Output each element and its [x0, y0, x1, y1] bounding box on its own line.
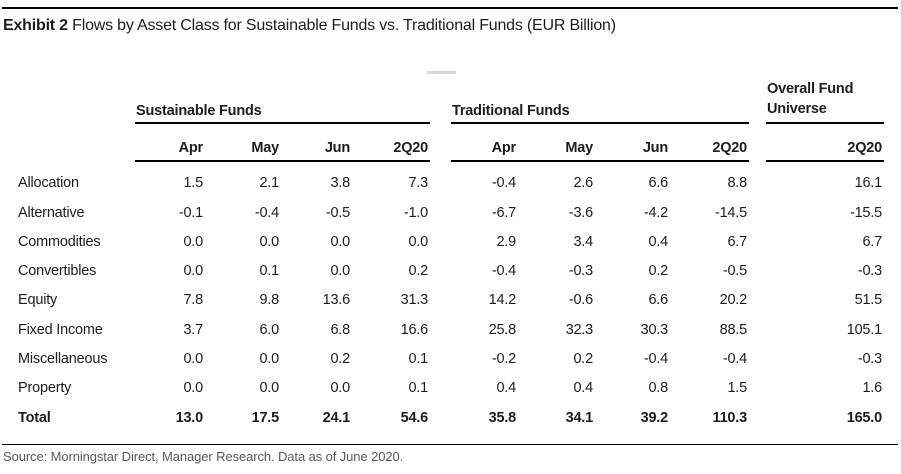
- table-row: [18, 191, 884, 220]
- value-cell: 0.0: [183, 380, 203, 397]
- value-cell: 0.2: [648, 263, 668, 280]
- value-cell: -0.2: [491, 351, 516, 368]
- value-cell: 0.4: [496, 380, 516, 397]
- table-row: [18, 338, 884, 367]
- col-header-sustainable-may: May: [205, 123, 281, 161]
- value-cell: -14.5: [714, 204, 747, 221]
- row-label: Property: [18, 380, 72, 397]
- value-cell: 16.1: [854, 175, 882, 192]
- column-header-row: [18, 123, 884, 161]
- column-gap: [430, 70, 451, 123]
- value-cell: 0.8: [648, 380, 668, 397]
- group-header-overall-line2: Universe: [767, 101, 827, 117]
- value-cell: 17.5: [251, 409, 279, 426]
- value-cell: -6.7: [491, 204, 516, 221]
- column-gap: [430, 161, 451, 191]
- value-cell: 3.7: [183, 321, 203, 338]
- value-cell: 6.6: [648, 292, 668, 309]
- column-gap: [749, 396, 766, 425]
- column-gap: [749, 161, 766, 191]
- value-cell: 1.5: [183, 175, 203, 192]
- value-cell: 39.2: [640, 409, 668, 426]
- column-gap: [430, 123, 451, 161]
- col-header-traditional-jun: Jun: [595, 123, 670, 161]
- value-cell: 0.2: [330, 351, 350, 368]
- value-cell: 6.7: [862, 233, 882, 250]
- value-cell: 24.1: [322, 409, 350, 426]
- row-label: Miscellaneous: [18, 351, 108, 368]
- row-label: Total: [18, 409, 51, 426]
- value-cell: 32.3: [565, 321, 593, 338]
- group-header-sustainable: Sustainable Funds: [135, 70, 430, 123]
- value-cell: 54.6: [400, 409, 428, 426]
- column-gap: [749, 221, 766, 250]
- column-gap: [749, 338, 766, 367]
- column-gap: [749, 367, 766, 396]
- value-cell: -0.4: [643, 351, 668, 368]
- value-cell: 8.8: [727, 175, 747, 192]
- col-header-traditional-apr: Apr: [451, 123, 518, 161]
- value-cell: 1.6: [862, 380, 882, 397]
- value-cell: -0.6: [568, 292, 593, 309]
- row-label: Equity: [18, 292, 58, 309]
- col-header-sustainable-2q20: 2Q20: [352, 123, 430, 161]
- value-cell: 105.1: [846, 321, 882, 338]
- value-cell: 13.0: [175, 409, 203, 426]
- column-gap: [430, 191, 451, 220]
- value-cell: 0.4: [573, 380, 593, 397]
- value-cell: 0.2: [573, 351, 593, 368]
- value-cell: -0.4: [491, 263, 516, 280]
- value-cell: 14.2: [488, 292, 516, 309]
- column-gap: [749, 70, 766, 123]
- row-label: Alternative: [18, 204, 85, 221]
- value-cell: 7.8: [183, 292, 203, 309]
- column-gap: [749, 308, 766, 337]
- value-cell: 30.3: [640, 321, 668, 338]
- value-cell: 20.2: [719, 292, 747, 309]
- table-row: [18, 161, 884, 191]
- value-cell: 0.0: [183, 263, 203, 280]
- corner-cell: [18, 70, 135, 123]
- value-cell: 6.0: [259, 321, 279, 338]
- value-cell: 3.8: [330, 175, 350, 192]
- value-cell: 0.0: [183, 233, 203, 250]
- table-row: [18, 250, 884, 279]
- source-note: Source: Morningstar Direct, Manager Research. Data as of June 2020.: [3, 449, 404, 464]
- exhibit-title: [3, 17, 616, 35]
- value-cell: 0.1: [408, 351, 428, 368]
- row-label: Allocation: [18, 175, 79, 192]
- column-gap: [430, 279, 451, 308]
- value-cell: 0.0: [408, 233, 428, 250]
- value-cell: -1.0: [403, 204, 428, 221]
- value-cell: 51.5: [854, 292, 882, 309]
- column-gap: [430, 338, 451, 367]
- value-cell: 3.4: [573, 233, 593, 250]
- value-cell: 25.8: [488, 321, 516, 338]
- value-cell: -0.1: [178, 204, 203, 221]
- value-cell: 35.8: [488, 409, 516, 426]
- column-gap: [749, 123, 766, 161]
- top-rule-divider: [2, 7, 898, 9]
- col-header-traditional-may: May: [518, 123, 595, 161]
- row-label: Convertibles: [18, 263, 97, 280]
- value-cell: -15.5: [849, 204, 882, 221]
- value-cell: 0.0: [330, 233, 350, 250]
- table-row: [18, 367, 884, 396]
- value-cell: 2.1: [259, 175, 279, 192]
- value-cell: 0.1: [408, 380, 428, 397]
- table-row: [18, 221, 884, 250]
- value-cell: -0.3: [568, 263, 593, 280]
- value-cell: -3.6: [568, 204, 593, 221]
- column-gap: [749, 279, 766, 308]
- exhibit-number: Exhibit 2: [3, 17, 68, 34]
- value-cell: 88.5: [719, 321, 747, 338]
- column-gap: [749, 250, 766, 279]
- fund-flows-table: [18, 70, 884, 426]
- footer-rule-divider: [2, 444, 898, 445]
- value-cell: 16.6: [400, 321, 428, 338]
- value-cell: -0.4: [491, 175, 516, 192]
- value-cell: 0.4: [648, 233, 668, 250]
- column-gap: [430, 308, 451, 337]
- col-header-overall-2q20: 2Q20: [766, 123, 884, 161]
- value-cell: -0.3: [857, 263, 882, 280]
- table-row: [18, 279, 884, 308]
- value-cell: 0.0: [183, 351, 203, 368]
- column-gap: [430, 221, 451, 250]
- value-cell: 7.3: [408, 175, 428, 192]
- col-header-traditional-2q20: 2Q20: [670, 123, 749, 161]
- table-row: [18, 308, 884, 337]
- value-cell: 110.3: [712, 409, 747, 426]
- col-header-sustainable-apr: Apr: [135, 123, 205, 161]
- value-cell: 0.1: [259, 263, 279, 280]
- value-cell: -0.4: [254, 204, 279, 221]
- value-cell: 6.6: [648, 175, 668, 192]
- value-cell: 0.0: [330, 263, 350, 280]
- value-cell: 0.2: [408, 263, 428, 280]
- column-gap: [430, 396, 451, 425]
- column-gap: [430, 367, 451, 396]
- value-cell: 13.6: [322, 292, 350, 309]
- value-cell: -0.3: [857, 351, 882, 368]
- value-cell: 9.8: [259, 292, 279, 309]
- value-cell: 6.8: [330, 321, 350, 338]
- column-gap: [430, 250, 451, 279]
- corner-cell: [18, 123, 135, 161]
- value-cell: 2.6: [573, 175, 593, 192]
- value-cell: 2.9: [496, 233, 516, 250]
- table-row: [18, 396, 884, 425]
- group-header-overall-line1: Overall Fund: [767, 81, 854, 97]
- value-cell: 34.1: [565, 409, 593, 426]
- value-cell: 0.0: [259, 380, 279, 397]
- value-cell: 165.0: [846, 409, 882, 426]
- value-cell: 1.5: [727, 380, 747, 397]
- value-cell: 6.7: [727, 233, 747, 250]
- group-header-traditional: Traditional Funds: [451, 70, 749, 123]
- column-gap: [749, 191, 766, 220]
- exhibit-title-text: Flows by Asset Class for Sustainable Funds vs. Traditional Funds (EUR Billion): [67, 17, 616, 34]
- group-header-row: [18, 70, 884, 123]
- value-cell: 0.0: [330, 380, 350, 397]
- value-cell: -4.2: [643, 204, 668, 221]
- group-header-overall: [766, 70, 884, 123]
- row-label: Commodities: [18, 233, 101, 250]
- value-cell: -0.4: [722, 351, 747, 368]
- col-header-sustainable-jun: Jun: [281, 123, 352, 161]
- value-cell: -0.5: [722, 263, 747, 280]
- value-cell: 0.0: [259, 351, 279, 368]
- value-cell: -0.5: [325, 204, 350, 221]
- value-cell: 0.0: [259, 233, 279, 250]
- row-label: Fixed Income: [18, 321, 103, 338]
- value-cell: 31.3: [400, 292, 428, 309]
